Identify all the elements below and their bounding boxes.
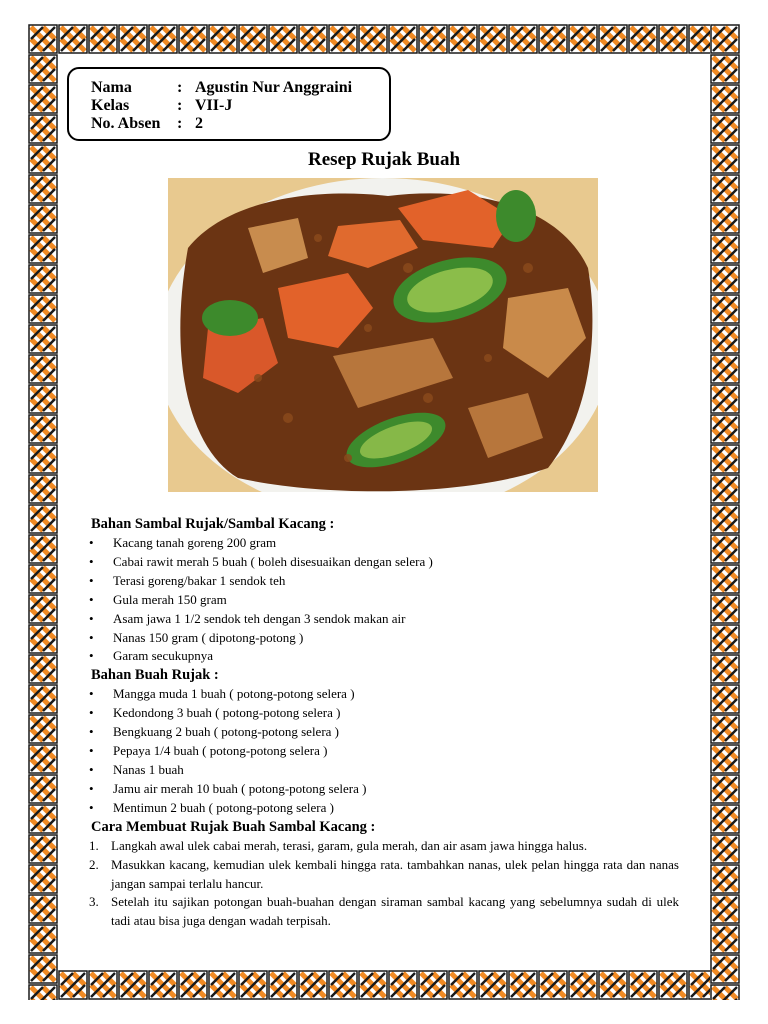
step-number: 3. xyxy=(89,894,99,910)
cara-heading: Cara Membuat Rujak Buah Sambal Kacang : xyxy=(91,818,376,835)
list-item: • Kedondong 3 buah ( potong-potong selera ) xyxy=(91,704,679,723)
list-item: • Pepaya 1/4 buah ( potong-potong selera ) xyxy=(91,742,679,761)
list-item: • Nanas 1 buah xyxy=(91,761,679,780)
sambal-ingredient-list xyxy=(91,534,679,666)
absen-row xyxy=(91,115,389,133)
step-number: 2. xyxy=(89,856,99,872)
list-item: • Cabai rawit merah 5 buah ( boleh disesuaikan dengan selera ) xyxy=(91,553,679,572)
list-item: • Terasi goreng/bakar 1 sendok teh xyxy=(91,572,679,591)
list-item: • Mangga muda 1 buah ( potong-potong selera ) xyxy=(91,685,679,704)
list-item: • Asam jawa 1 1/2 sendok teh dengan 3 sendok makan air xyxy=(91,610,679,629)
name-label: Nama xyxy=(91,79,132,96)
buah-heading: Bahan Buah Rujak : xyxy=(91,667,219,684)
cara-step-list xyxy=(91,837,679,932)
list-item: • Garam secukupnya xyxy=(91,647,679,666)
decorative-border-bottom xyxy=(28,970,740,1000)
list-item: • Gula merah 150 gram xyxy=(91,591,679,610)
class-colon: : xyxy=(177,97,183,114)
absen-label: No. Absen xyxy=(91,115,161,132)
step-text: Masukkan kacang, kemudian ulek kembali hingga rata. tambahkan nanas, ulek pelan hingga rata dan nanas jangan sampai terlalu hancur. xyxy=(111,856,679,891)
step-item xyxy=(91,893,679,931)
step-text: Langkah awal ulek cabai merah, terasi, garam, gula merah, dan air asam jawa hingga halus. xyxy=(111,837,588,853)
list-item: • Kacang tanah goreng 200 gram xyxy=(91,534,679,553)
step-item xyxy=(91,856,679,894)
class-label: Kelas xyxy=(91,97,130,114)
buah-ingredient-list xyxy=(91,685,679,817)
list-item: • Bengkuang 2 buah ( potong-potong selera ) xyxy=(91,723,679,742)
step-item xyxy=(91,837,679,856)
list-item: • Nanas 150 gram ( dipotong-potong ) xyxy=(91,629,679,648)
decorative-border-top xyxy=(28,24,740,54)
name-colon: : xyxy=(177,79,183,96)
name-value: Agustin Nur Anggraini xyxy=(195,79,353,96)
recipe-content xyxy=(91,515,679,931)
student-info-box xyxy=(67,67,391,141)
step-number: 1. xyxy=(89,837,99,853)
step-text: Setelah itu sajikan potongan buah-buahan dengan siraman sambal kacang yang sebelumnya sudah di ulek tadi atau bisa juga dengan wadah terpisah. xyxy=(111,894,679,929)
class-value: VII-J xyxy=(195,97,233,114)
absen-value: 2 xyxy=(195,115,203,132)
list-item: • Mentimun 2 buah ( potong-potong selera ) xyxy=(91,799,679,818)
class-row xyxy=(91,97,389,115)
rujak-photo xyxy=(168,178,598,492)
name-row xyxy=(91,79,389,97)
sambal-heading: Bahan Sambal Rujak/Sambal Kacang : xyxy=(91,516,335,532)
absen-colon: : xyxy=(177,115,183,132)
recipe-title: Resep Rujak Buah xyxy=(307,149,461,170)
list-item: • Jamu air merah 10 buah ( potong-potong selera ) xyxy=(91,780,679,799)
